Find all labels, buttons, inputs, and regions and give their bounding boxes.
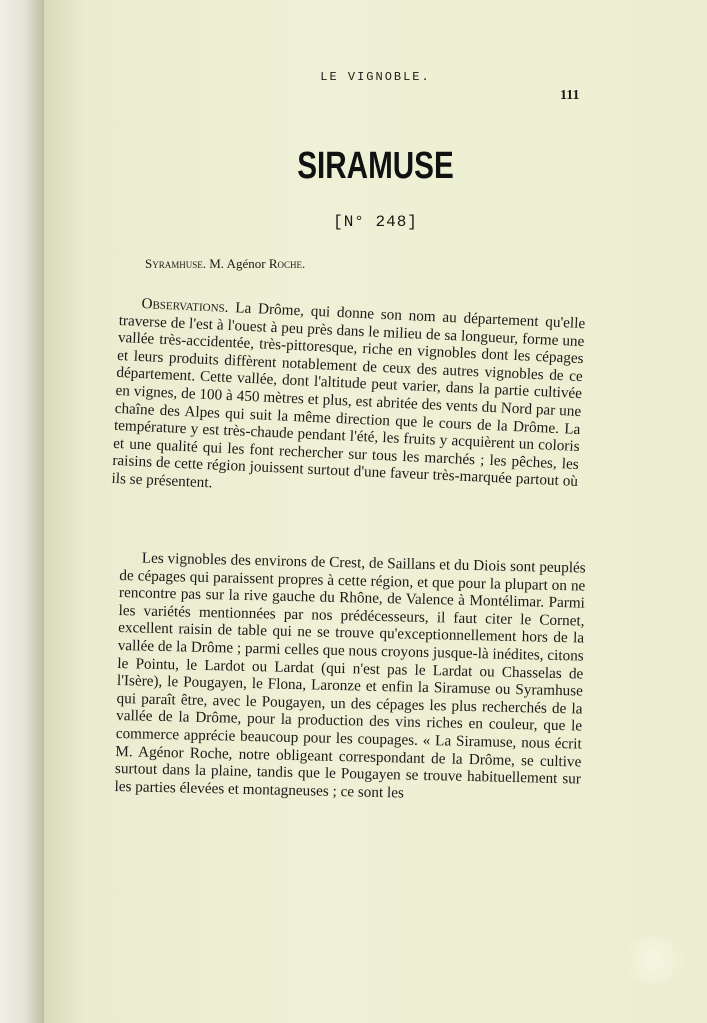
paragraph-observations: [111, 294, 585, 508]
page-number: 111: [560, 88, 580, 103]
book-page: [44, 0, 707, 1023]
paragraph-1-text: La Drôme, qui donne son nom au département qu'elle traverse de l'est à l'ouest à peu près dans le milieu de sa longueur, forme une vallée très-accidentée, très-pittoresque, riche en vignobles dont les cépages et leurs produits diffèrent notablement de ceux des autres vignobles de ce département. Cette vallée, dont l'altitude peut varier, dans la partie cultivée en vignes, de 100 à 450 mètres et plus, est abritée des vents du Nord par une chaîne des Alpes qui suit la même direction que le cours de la Drôme. La température y est très-chaude pendant l'été, les fruits y acquièrent un coloris et une qualité qui les font rechercher sur tous les marchés ; les pêches, les raisins de cette région jouissent surtout d'une faveur très-marquée partout où ils se présentent.: [111, 299, 586, 492]
synonym-author-name: Roche.: [268, 256, 306, 271]
synonym-line: [145, 256, 305, 272]
observations-lead: Observations.: [141, 294, 229, 316]
paragraph-vignobles: [114, 549, 585, 806]
entry-title: SIRAMUSE: [297, 145, 454, 187]
book-spine-edge: [0, 0, 44, 1023]
paragraph-2-text: Les vignobles des environs de Crest, de Saillans et du Diois sont peuplés de cépages qui paraissent propres à cette région, et que pour la plupart on ne rencontre pas sur la rive gauche du Rhône, de Valence à Montélimar. Parmi les variétés mentionnées par nos prédécesseurs, il faut citer le Cornet, excellent raisin de table qui ne se trouve qu'exceptionnellement hors de la vallée de la Drôme ; parmi celles que nous croyons jusque-là inédites, citons le Pointu, le Lardot ou Lardat (qui n'est pas le Lardat ou Chasselas de l'Isère), le Pougayen, le Flona, Laronze et enfin la Siramuse ou Syramhuse qui paraît être, avec le Pougayen, un des cépages les plus recherchés de la vallée de la Drôme, pour la production des vins riches en couleur, que le commerce apprécie beaucoup pour les coupages. « La Siramuse, nous écrit M. Agénor Roche, notre obligeant correspondant de la Drôme, se cultive surtout dans la plaine, tandis que le Pougayen se trouve habituellement sur les parties élevées et montagneuses ; ce sont les: [114, 549, 586, 802]
synonym-label: Syramhuse.: [145, 256, 206, 271]
synonym-author-prefix: M. Agénor: [209, 256, 266, 271]
running-head: LE VIGNOBLE.: [320, 70, 431, 84]
entry-number: [N° 248]: [333, 213, 418, 231]
library-stamp-mark: [624, 935, 684, 985]
